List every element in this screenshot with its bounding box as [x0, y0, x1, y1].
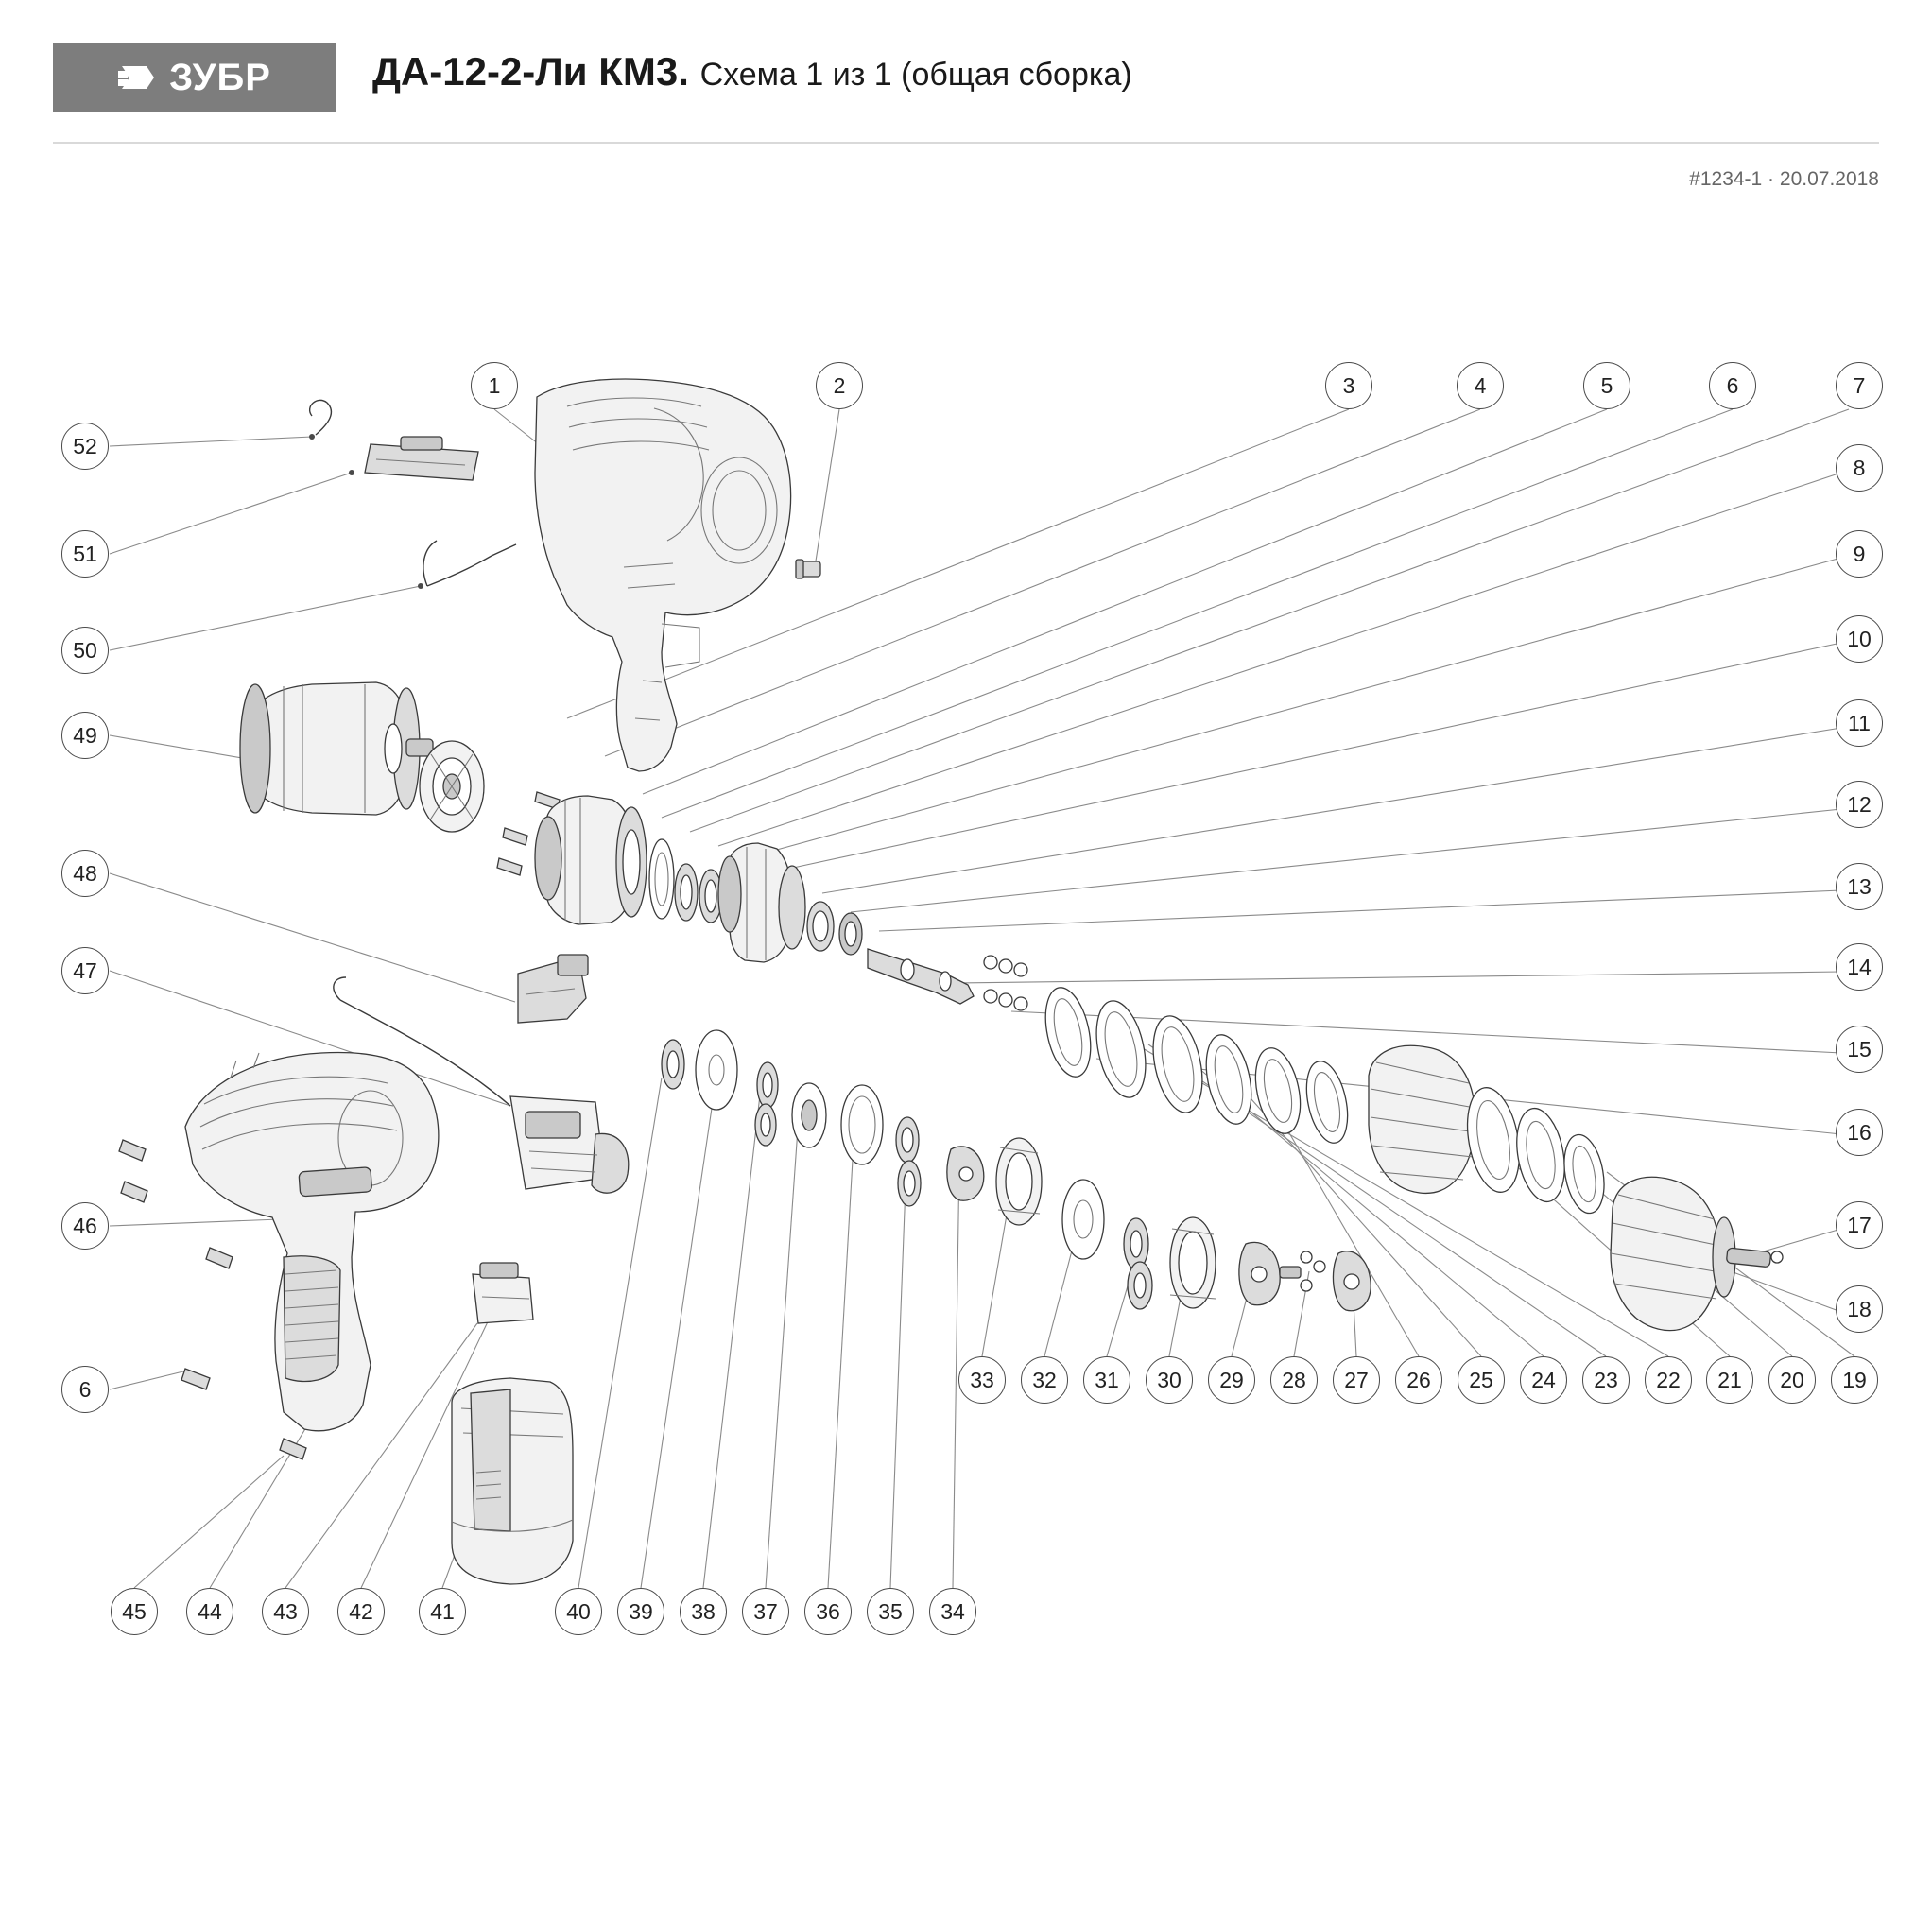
part-wire-50: [423, 541, 516, 586]
callout-18[interactable]: 18: [1836, 1285, 1883, 1333]
document-reference: #1234-1 · 20.07.2018: [1689, 168, 1879, 190]
part-brush-ring: [420, 741, 484, 832]
callout-16[interactable]: 16: [1836, 1109, 1883, 1156]
callout-8[interactable]: 8: [1836, 444, 1883, 492]
callout-24[interactable]: 24: [1520, 1356, 1567, 1404]
callout-32[interactable]: 32: [1021, 1356, 1068, 1404]
callout-17[interactable]: 17: [1836, 1201, 1883, 1249]
part-switch-module: [510, 1096, 629, 1193]
callout-47[interactable]: 47: [61, 947, 109, 994]
part-trigger-switch: [473, 1263, 533, 1323]
callout-52[interactable]: 52: [61, 423, 109, 470]
callout-31[interactable]: 31: [1083, 1356, 1130, 1404]
callout-50[interactable]: 50: [61, 627, 109, 674]
callout-37[interactable]: 37: [742, 1588, 789, 1635]
part-direction-switch: [518, 955, 588, 1023]
leader-lines: [110, 409, 1854, 1588]
callout-42[interactable]: 42: [337, 1588, 385, 1635]
brand-logo-text: ЗУБР: [169, 56, 271, 98]
callout-3[interactable]: 3: [1325, 362, 1372, 409]
title-model: ДА-12-2-Ли КМ3.: [372, 49, 689, 94]
part-spindle-shaft: [868, 949, 1027, 1010]
part-pin: [796, 560, 820, 578]
title-subtitle: Схема 1 из 1 (общая сборка): [699, 57, 1132, 93]
callout-23[interactable]: 23: [1582, 1356, 1630, 1404]
part-bearings-small: [675, 864, 722, 923]
callout-34[interactable]: 34: [929, 1588, 976, 1635]
callout-43[interactable]: 43: [262, 1588, 309, 1635]
callout-27[interactable]: 27: [1333, 1356, 1380, 1404]
callout-11[interactable]: 11: [1836, 699, 1883, 747]
callout-51[interactable]: 51: [61, 530, 109, 578]
callout-30[interactable]: 30: [1146, 1356, 1193, 1404]
callout-38[interactable]: 38: [680, 1588, 727, 1635]
callout-10[interactable]: 10: [1836, 615, 1883, 663]
callout-2[interactable]: 2: [816, 362, 863, 409]
part-motor: [240, 682, 433, 815]
callout-41[interactable]: 41: [419, 1588, 466, 1635]
callout-39[interactable]: 39: [617, 1588, 664, 1635]
callout-40[interactable]: 40: [555, 1588, 602, 1635]
callout-44[interactable]: 44: [186, 1588, 233, 1635]
callout-35[interactable]: 35: [867, 1588, 914, 1635]
callout-20[interactable]: 20: [1768, 1356, 1816, 1404]
callout-14[interactable]: 14: [1836, 943, 1883, 991]
part-ring-stack: [1039, 983, 1354, 1147]
callout-22[interactable]: 22: [1645, 1356, 1692, 1404]
part-gear-housing: [718, 843, 862, 962]
callout-26[interactable]: 26: [1395, 1356, 1442, 1404]
part-gasket-ring: [649, 839, 674, 919]
part-battery-pack: [452, 1378, 573, 1584]
callout-19[interactable]: 19: [1831, 1356, 1878, 1404]
callout-4[interactable]: 4: [1457, 362, 1504, 409]
part-contact-plate: [365, 437, 478, 480]
callout-45[interactable]: 45: [111, 1588, 158, 1635]
callout-9[interactable]: 9: [1836, 530, 1883, 578]
part-wire-52: [310, 400, 332, 435]
callout-6[interactable]: 6: [1709, 362, 1756, 409]
callout-13[interactable]: 13: [1836, 863, 1883, 910]
part-chuck: [1611, 1177, 1783, 1330]
callout-28[interactable]: 28: [1270, 1356, 1318, 1404]
part-tool-housing-assembled: [185, 1052, 439, 1430]
callout-36[interactable]: 36: [804, 1588, 852, 1635]
callout-5[interactable]: 5: [1583, 362, 1630, 409]
callout-29[interactable]: 29: [1208, 1356, 1255, 1404]
callout-1[interactable]: 1: [471, 362, 518, 409]
callout-48[interactable]: 48: [61, 850, 109, 897]
callout-12[interactable]: 12: [1836, 781, 1883, 828]
callout-21[interactable]: 21: [1706, 1356, 1753, 1404]
callout-46[interactable]: 46: [61, 1202, 109, 1250]
part-inner-gear-train: [996, 1138, 1371, 1311]
callout-15[interactable]: 15: [1836, 1026, 1883, 1073]
callout-33[interactable]: 33: [958, 1356, 1006, 1404]
callout-6-lower[interactable]: 6: [61, 1366, 109, 1413]
part-housing-half-upper: [535, 379, 791, 771]
callout-49[interactable]: 49: [61, 712, 109, 759]
callout-7[interactable]: 7: [1836, 362, 1883, 409]
callout-25[interactable]: 25: [1458, 1356, 1505, 1404]
part-gearbox-housing: [535, 796, 647, 924]
part-clutch-collar: [1369, 1045, 1476, 1193]
